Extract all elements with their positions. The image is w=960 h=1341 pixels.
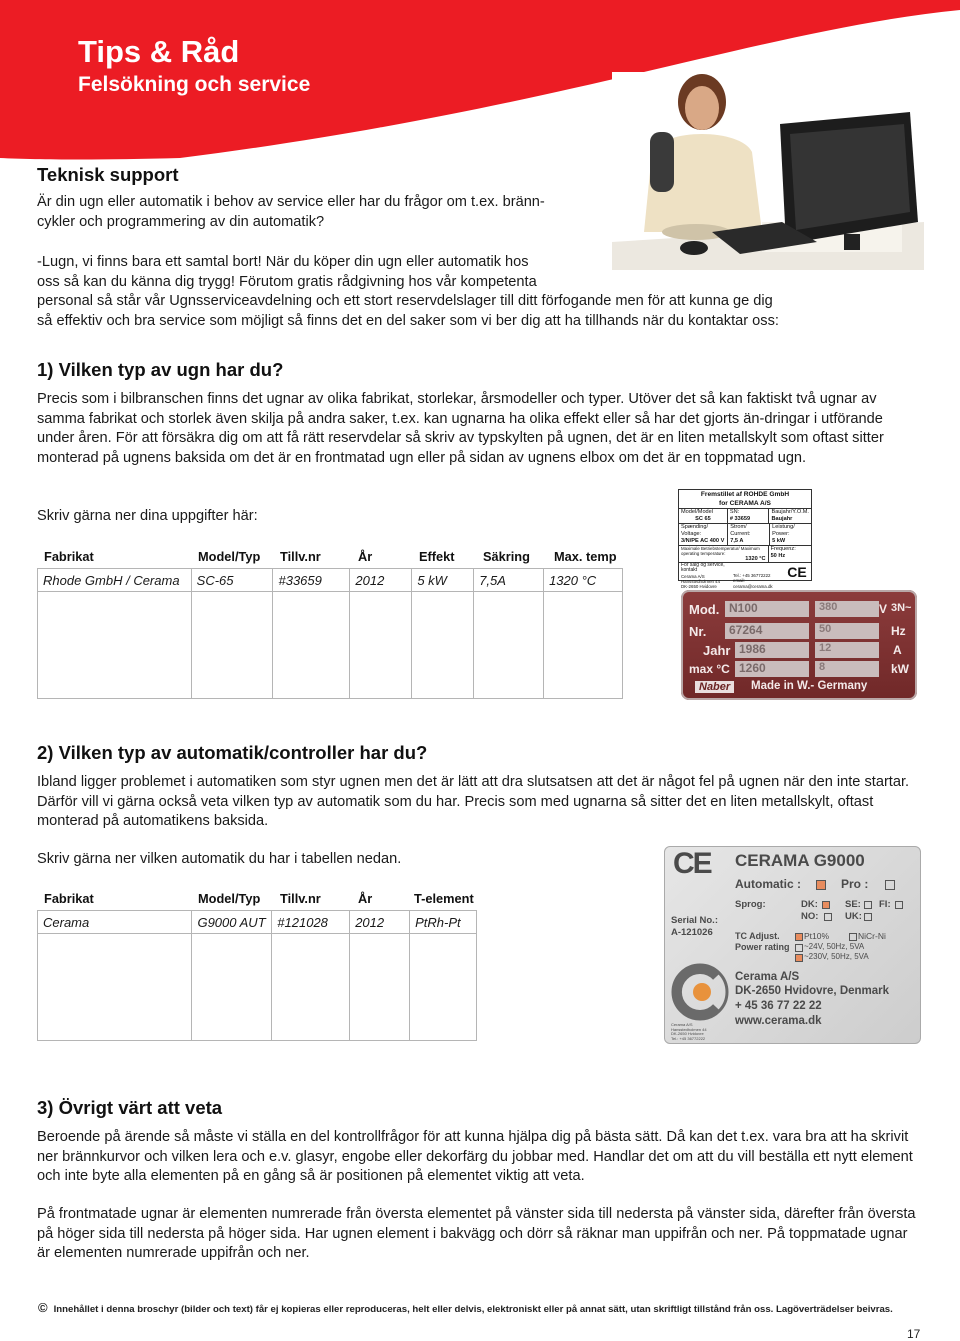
plate1-line2: for CERAMA A/S [719,500,771,507]
v24-checkbox [795,944,803,952]
support-body-line: oss så kan du känna dig trygg! Förutom gratis rådgivning hos vår kompetenta [37,273,537,290]
plate3-company: Cerama A/S [735,971,800,983]
plate3-small-tel: Tel.: +45 36772222 [671,1035,706,1041]
plate1-power-label: Leistung/ Power: [772,524,795,537]
cerama-logo-icon [671,963,729,1021]
plate1-company: Cerama A/S [681,573,705,579]
plate2-nr-value: 67264 [725,623,809,639]
plate3-power: Power rating [735,942,790,952]
support-body-line: personal så står vår Ugnsserviceavdelning och ett stort reservdelslager till ditt förfogande men för att kunna ge dig [37,293,773,310]
plate2-kw-label: kW [891,662,909,676]
oven-col-model: Model/Typ [198,549,261,564]
plate1-street: Hansstedholmen 44 [681,578,721,584]
plate1-model-label: Model/Model [681,509,714,515]
ctrl-empty-cell[interactable] [192,934,272,1041]
table-row [38,911,477,934]
cerama-type-plate [664,846,921,1044]
plate2-a-label: A [893,643,902,657]
oven-cell-year[interactable]: 2012 [350,569,412,592]
plate1-sn-label: SN: [729,509,740,515]
ctrl-cell-model[interactable]: G9000 AUT [192,911,272,934]
ctrl-empty-cell[interactable] [350,934,410,1041]
plate1-tel: Tel.: +45 36772222 [733,573,771,579]
pro-checkbox [885,880,895,890]
plate3-no: NO: [801,911,819,922]
oven-empty-cell[interactable] [412,592,474,699]
oven-empty-cell[interactable] [350,592,412,699]
section3-body1: Beroende på ärende så måste vi ställa en del kontrollfrågor för att kunna hjälpa dig på bästa sätt. Då kan det t.ex. vara bra att ha skrivit ner brännkurvor och vilken lera och e.v. glasyr, engobe eller dekorfärg du jobbar med. Handlar det om att du vill beställa ett nytt element och inte byte alla elementen på en gång så är positionen på elementet viktig att veta. [37,1129,913,1185]
ce-mark-icon: CE [787,564,807,581]
plate3-tc: TC Adjust. [735,931,780,941]
oven-empty-cell[interactable] [544,592,623,699]
plate1-power: 5 kW [772,538,786,544]
section2-heading: 2) Vilken typ av automatik/controller har du? [37,742,428,763]
copyright-icon: © [38,1300,48,1315]
plate2-hz-value: 50 [815,623,879,639]
fi-checkbox [895,901,903,909]
oven-col-fuse: Säkring [483,549,530,564]
support-body [37,253,917,331]
plate2-max-value: 1260 [735,661,809,677]
section1-prompt: Skriv gärna ner dina uppgifter här: [37,508,258,524]
support-body-line: -Lugn, vi finns bara ett samtal bort! När du köper din ugn eller automatik hos [37,254,529,270]
ctrl-col-element: T-element [414,891,474,906]
se-checkbox [864,901,872,909]
section1-heading: 1) Vilken typ av ugn har du? [37,359,284,380]
ctrl-col-year: År [358,891,373,906]
plate3-v24: ~24V, 50Hz, 5VA [804,942,865,951]
copyright-footer [38,1300,893,1315]
ctrl-col-model: Model/Typ [198,891,261,906]
oven-cell-maxtemp[interactable]: 1320 °C [544,569,623,592]
oven-cell-fuse[interactable]: 7,5A [474,569,544,592]
section3-heading: 3) Övrigt värt att veta [37,1097,223,1118]
no-checkbox [824,913,832,921]
support-heading: Teknisk support [37,164,179,185]
plate3-fi: FI: [879,899,891,910]
automatic-checkbox [816,880,826,890]
section2-body: Ibland ligger problemet i automatiken som styr ugnen men det är lätt att dra slutsatsen att det är något fel på ugnen när den inte startar. Därför vill vi gärna också veta vilken typ av automatik som du har. Precis som med ugnarna så sitter det en liten metallskylt, oftast monterad på automatikens baksida. [37,774,910,830]
plate2-n-label: 3N~ [891,602,912,614]
plate3-small-address [671,1023,707,1041]
nicr-checkbox [849,933,857,941]
ctrl-cell-serial[interactable]: #121028 [272,911,350,934]
plate1-temp-label: Maximale Betriebstemperatur/ Maximum operating temperature: [681,546,760,557]
plate2-mod-value: N100 [725,601,809,617]
ctrl-cell-year[interactable]: 2012 [350,911,410,934]
support-intro-line: cykler och programmering av din automatik? [37,213,325,230]
plate1-line1: Fremstillet af ROHDE GmbH [700,491,790,498]
plate2-v-value: 380 [815,601,879,617]
oven-empty-cell[interactable] [273,592,350,699]
oven-col-serial: Tillv.nr [280,549,321,564]
plate3-serial-label: Serial No.: [671,915,718,926]
plate3-ce-icon: CE [673,847,711,880]
plate2-v-label: V [879,602,888,616]
ctrl-empty-cell[interactable] [272,934,350,1041]
oven-col-power: Effekt [419,549,455,564]
page-number: 17 [907,1327,921,1341]
oven-empty-cell[interactable] [191,592,273,699]
plate3-small-company: Cerama A/S [671,1022,693,1027]
copyright-text: Innehållet i denna broschyr (bilder och text) får ej kopieras eller reproduceras, helt eller delvis, elektroniskt eller på annat sätt, utan skriftligt tillstånd från oss. Lagöverträdelser beivras. [53,1304,893,1315]
plate3-city: DK-2650 Hvidovre, Denmark [735,985,890,997]
plate2-max-label: max °C [689,662,730,676]
plate1-freq: 50 Hz [770,553,786,559]
plate1-year: Baujahr [771,516,793,522]
oven-col-maxtemp: Max. temp [554,549,617,564]
oven-cell-model[interactable]: SC-65 [191,569,273,592]
oven-col-year: År [358,549,373,564]
support-photo [612,72,924,270]
plate3-model: CERAMA G9000 [735,851,865,870]
section2-prompt: Skriv gärna ner vilken automatik du har i tabellen nedan. [37,851,402,867]
plate1-volt-label: Spænding/ Voltage: [681,524,709,537]
plate2-a-value: 12 [815,642,879,658]
plate3-dk: DK: [801,899,818,910]
plate3-sprog: Sprog: [735,899,766,910]
plate1-temp: 1320 °C [745,555,766,562]
controller-table [37,910,477,1041]
oven-col-fabrikat: Fabrikat [44,549,94,564]
pt-checkbox [795,933,803,941]
plate3-pt: Pt10% [804,931,830,941]
ctrl-col-fabrikat: Fabrikat [44,891,94,906]
plate3-se: SE: [845,899,861,910]
plate2-nr-label: Nr. [689,624,707,639]
ctrl-empty-cell[interactable] [38,934,192,1041]
plate1-model: SC 65 [695,516,711,522]
plate3-small-street: Hansstedholmen 44 [671,1026,707,1032]
plate1-current-label: Strom/ Current: [730,524,751,537]
section3-body2: På frontmatade ugnar är elementen numrerade från översta elementet på vänster sida till nedersta på vänster sida, därefter från översta på höger sida till nedersta på höger sida. Har ugnen element i bakvägg och dörr så räknar man uppifrån och ner. På toppmatade ugnar är elementen numrerade uppifrån och ner. [37,1206,916,1262]
plate3-automatic: Automatic : [735,877,801,891]
plate1-service: For salg og service, kontakt [681,562,725,574]
plate3-serial: A-121026 [671,927,713,938]
plate2-hz-label: Hz [891,624,906,638]
naber-type-plate [681,590,917,700]
ctrl-empty-cell[interactable] [410,934,477,1041]
plate3-v230: ~230V, 50Hz, 5VA [804,952,869,961]
support-body-line: så effektiv och bra service som möjligt så finns det en del saker som vi ber dig att ha tillhands när du kontaktar oss: [37,312,779,329]
plate1-city: DK-2650 Hvidovre [681,584,717,590]
table-row [38,934,477,1041]
plate2-jahr-label: Jahr [703,643,731,658]
oven-table [37,568,623,699]
table-row [38,569,623,592]
plate1-volt: 3/N/PE AC 400 V [681,538,725,544]
page-title: Tips & Råd [78,34,240,69]
ctrl-cell-fabrikat[interactable]: Cerama [38,911,192,934]
plate1-email: email: cerama@cerama.dk [733,578,773,589]
plate3-tel: + 45 36 77 22 22 [735,1000,822,1012]
ctrl-col-serial: Tillv.nr [280,891,321,906]
plate1-freq-label: Frequenz: [770,546,796,552]
section1-body: Precis som i bilbranschen finns det ugnar av olika fabrikat, storlekar, årsmodeller och typer. Utöver det så kan faktiskt två ugnar av samma fabrikat och storlek även skilja på andra saker, t.ex. kan ugnarna ha olika effekt eller så har det gjorts än-dringar i utförande under åren. För att försäkra dig om att få rätt reservdelar så skriv av typskylten på ugnen, det är en liten metallskylt som oftast sitter monterad på ugnens baksida om det är en frontmatad ugn eller på sidan av ugnens elbox om det är en toppmatad ugn. [37,391,884,466]
table-row [38,592,623,699]
oven-empty-cell[interactable] [474,592,544,699]
oven-empty-cell[interactable] [38,592,192,699]
plate2-made: Made in W.- Germany [751,680,868,692]
plate1-sn: # 33659 [729,516,751,522]
plate3-pro: Pro : [841,877,869,891]
dk-checkbox [822,901,830,909]
plate1-current: 7,5 A [730,538,744,544]
oven-cell-serial[interactable]: #33659 [273,569,350,592]
oven-cell-power[interactable]: 5 kW [412,569,474,592]
support-intro [37,193,617,232]
plate3-uk: UK: [845,911,862,922]
page-subtitle: Felsökning och service [78,73,311,96]
plate3-web: www.cerama.dk [735,1015,822,1027]
support-intro-line: Är din ugn eller automatik i behov av service eller har du frågor om t.ex. bränn- [37,194,545,210]
plate2-jahr-value: 1986 [735,642,809,658]
plate2-kw-value: 8 [815,661,879,677]
ctrl-cell-element[interactable]: PtRh-Pt [410,911,477,934]
oven-cell-fabrikat[interactable]: Rhode GmbH / Cerama [38,569,192,592]
plate1-year-label: Baujahr/Y.O.M. [771,509,809,515]
plate3-nicr: NiCr-Ni [858,931,886,941]
plate2-mod-label: Mod. [689,602,720,617]
uk-checkbox [864,913,872,921]
rohde-type-plate [678,489,812,590]
plate2-brand: Naber [695,681,734,693]
plate3-small-city: DK-2650 Hvidovre [671,1031,704,1036]
v230-checkbox [795,954,803,962]
